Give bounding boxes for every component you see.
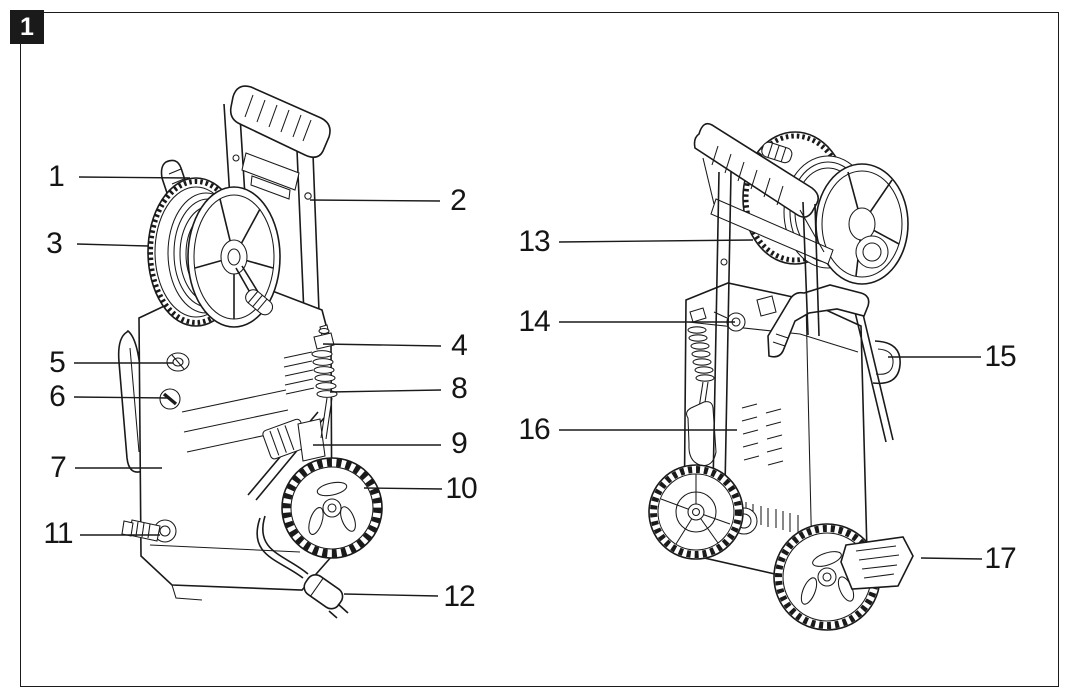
figure-number: 1 <box>20 12 34 41</box>
callout-label-15: 15 <box>984 340 1016 373</box>
callout-label-11: 11 <box>43 517 73 550</box>
callout-label-1: 1 <box>48 160 64 193</box>
callout-label-2: 2 <box>450 184 466 217</box>
callout-label-3: 3 <box>46 227 62 260</box>
callout-label-8: 8 <box>451 372 467 405</box>
callout-label-7: 7 <box>50 451 66 484</box>
callout-label-12: 12 <box>443 580 475 613</box>
callout-label-6: 6 <box>49 380 65 413</box>
callout-label-10: 10 <box>445 472 477 505</box>
callout-label-16: 16 <box>518 413 550 446</box>
callout-label-5: 5 <box>49 346 65 379</box>
callout-label-17: 17 <box>984 542 1016 575</box>
callout-label-9: 9 <box>451 427 467 460</box>
callout-label-4: 4 <box>451 329 467 362</box>
callout-label-13: 13 <box>518 225 550 258</box>
callout-label-14: 14 <box>518 305 550 338</box>
figure-number-badge <box>10 10 44 44</box>
